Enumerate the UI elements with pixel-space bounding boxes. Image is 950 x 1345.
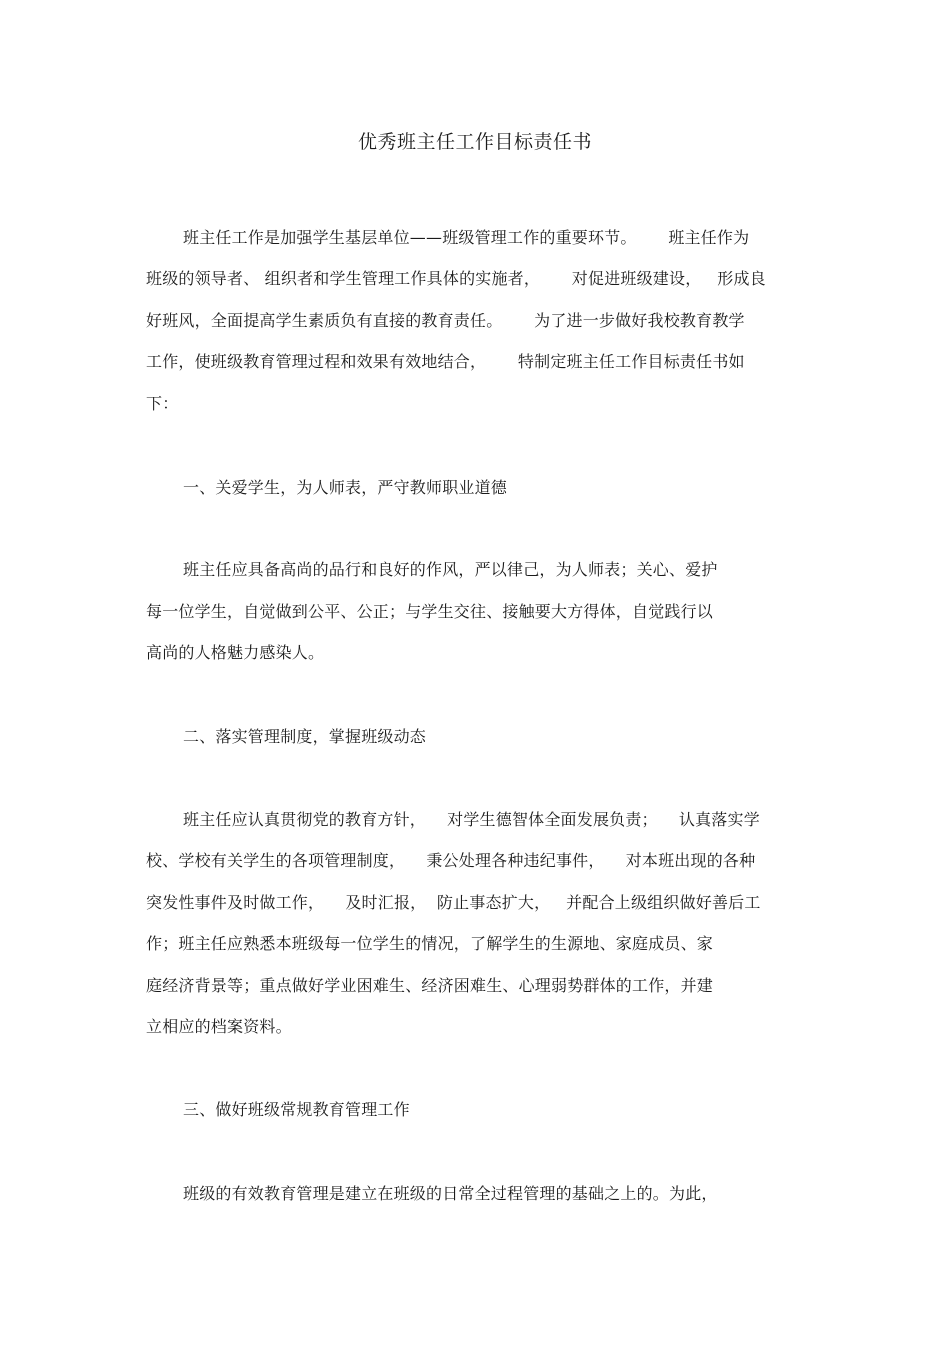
section-2-line-5: 庭经济背景等；重点做好学业困难生、经济困难生、心理弱势群体的工作，并建 <box>146 976 714 995</box>
document-title: 优秀班主任工作目标责任书 <box>357 131 592 153</box>
intro-line-5: 下： <box>146 394 179 413</box>
section-1-line-1: 班主任应具备高尚的品行和良好的作风，严以律己，为人师表；关心、爱护 <box>183 560 718 579</box>
section-1-line-2: 每一位学生，自觉做到公平、公正；与学生交往、接触要大方得体，自觉践行以 <box>146 602 714 621</box>
intro-line-2: 班级的领导者、 组织者和学生管理工作具体的实施者， 对促进班级建设， 形成良 <box>146 269 766 288</box>
section-2-heading: 二、落实管理制度，掌握班级动态 <box>183 727 427 746</box>
section-2-line-4: 作；班主任应熟悉本班级每一位学生的情况，了解学生的生源地、家庭成员、家 <box>146 934 714 953</box>
section-2-line-6: 立相应的档案资料。 <box>146 1017 292 1036</box>
section-1-heading: 一、关爱学生，为人师表，严守教师职业道德 <box>183 478 508 497</box>
section-3-heading: 三、做好班级常规教育管理工作 <box>183 1100 410 1119</box>
intro-line-4: 工作，使班级教育管理过程和效果有效地结合， 特制定班主任工作目标责任书如 <box>146 352 745 371</box>
intro-line-3: 好班风，全面提高学生素质负有直接的教育责任。 为了进一步做好我校教育教学 <box>146 311 745 330</box>
section-1-line-3: 高尚的人格魅力感染人。 <box>146 643 325 662</box>
section-2-line-3: 突发性事件及时做工作， 及时汇报， 防止事态扩大， 并配合上级组织做好善后工 <box>146 893 761 912</box>
intro-line-1: 班主任工作是加强学生基层单位——班级管理工作的重要环节。 班主任作为 <box>183 228 750 247</box>
section-2-line-2: 校、学校有关学生的各项管理制度， 秉公处理各种违纪事件， 对本班出现的各种 <box>146 851 756 870</box>
section-3-line-1: 班级的有效教育管理是建立在班级的日常全过程管理的基础之上的。为此， <box>183 1184 718 1203</box>
section-2-line-1: 班主任应认真贯彻党的教育方针， 对学生德智体全面发展负责； 认真落实学 <box>183 810 760 829</box>
